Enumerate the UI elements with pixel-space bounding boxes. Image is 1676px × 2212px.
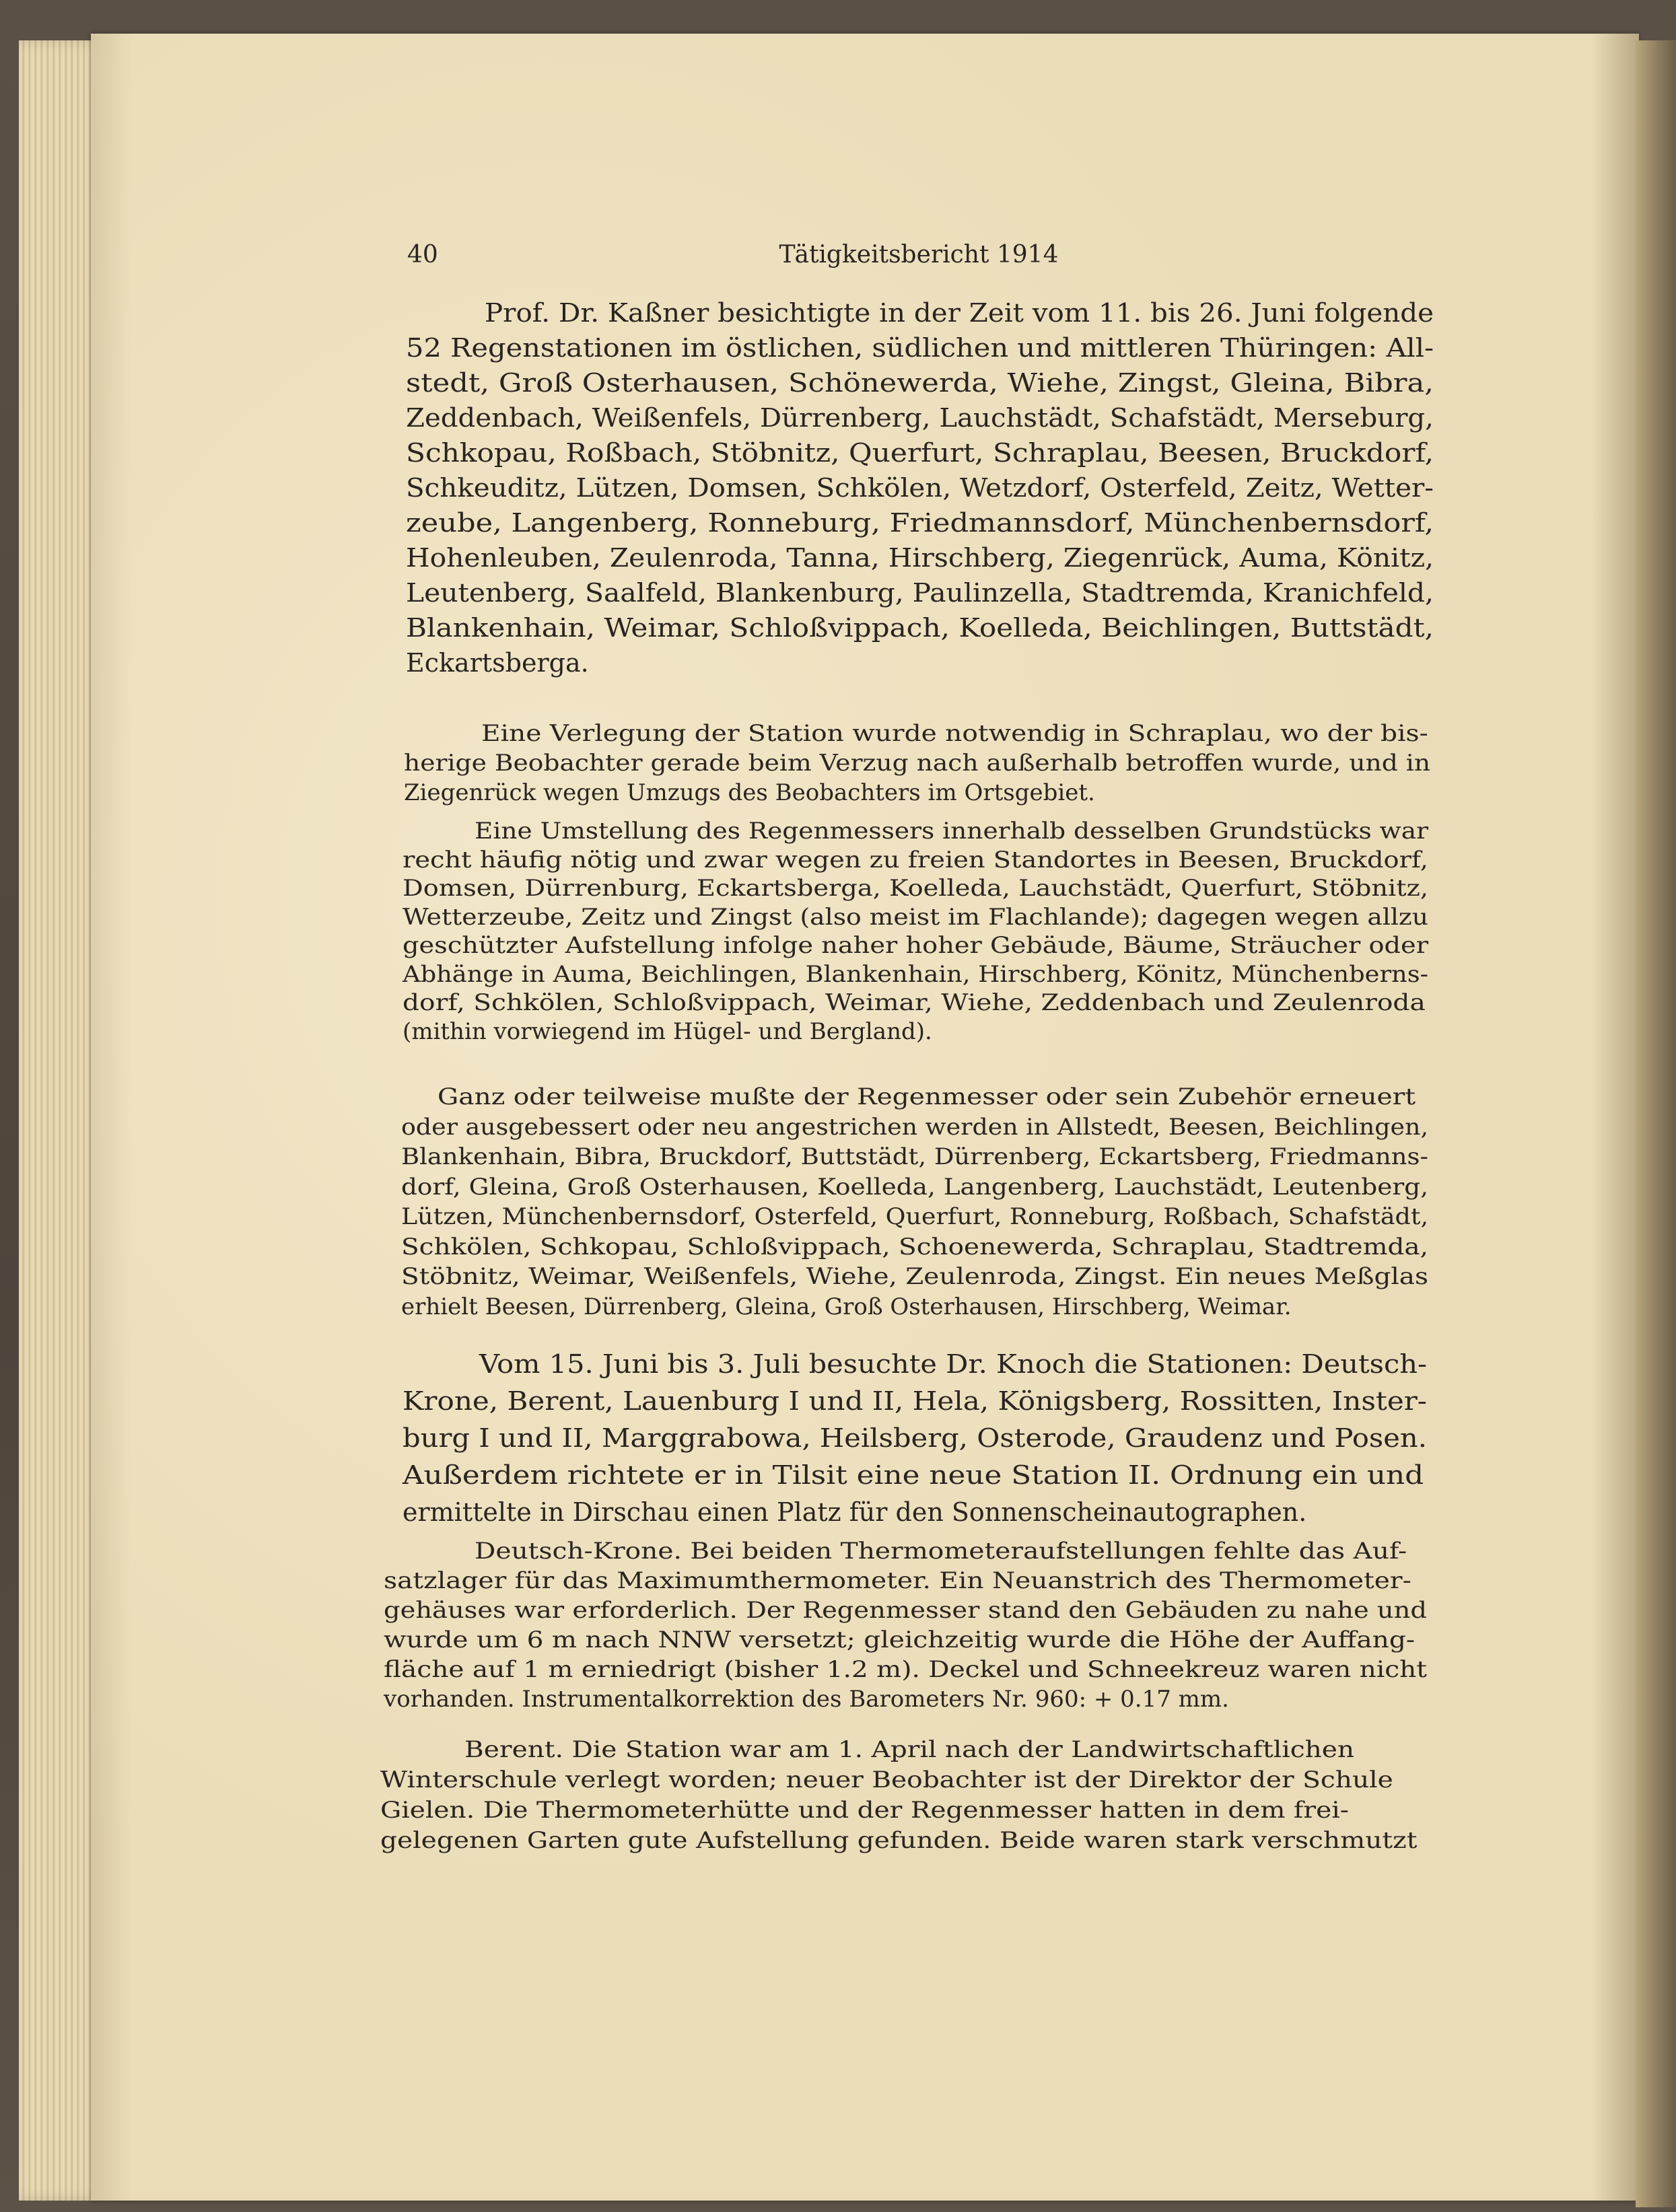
- text-line: erhielt Beesen, Dürrenberg, Gleina, Groß Osterhausen, Hirschberg, Weimar.: [401, 1293, 1292, 1320]
- text-line: Hohenleuben, Zeulenroda, Tanna, Hirschberg, Ziegenrück, Auma, Könitz,: [406, 543, 1434, 573]
- text-line: Blankenhain, Weimar, Schloßvippach, Koelleda, Beichlingen, Buttstädt,: [406, 613, 1434, 643]
- text-line: Krone, Berent, Lauenburg I und II, Hela, Königsberg, Rossitten, Inster-: [403, 1386, 1428, 1416]
- text-line: (mithin vorwiegend im Hügel- und Bergland).: [403, 1018, 932, 1045]
- text-line: Abhänge in Auma, Beichlingen, Blankenhain, Hirschberg, Könitz, Münchenberns-: [403, 960, 1429, 988]
- text-line: stedt, Groß Osterhausen, Schönewerda, Wiehe, Zingst, Gleina, Bibra,: [406, 368, 1434, 398]
- text-line: Wetterzeube, Zeitz und Zingst (also meist im Flachlande); dagegen wegen allzu: [403, 903, 1429, 931]
- text-line: Eine Umstellung des Regenmessers innerhalb desselben Grundstücks war: [475, 818, 1429, 845]
- text-line: dorf, Gleina, Groß Osterhausen, Koelleda, Langenberg, Lauchstädt, Leutenberg,: [401, 1173, 1429, 1201]
- text-line: Stöbnitz, Weimar, Weißenfels, Wiehe, Zeulenroda, Zingst. Ein neues Meßglas: [401, 1263, 1429, 1290]
- page-number: 40: [407, 241, 438, 269]
- text-line: Außerdem richtete er in Tilsit eine neue Station II. Ordnung ein und: [403, 1460, 1424, 1490]
- text-line: Deutsch-Krone. Bei beiden Thermometeraufstellungen fehlte das Auf-: [475, 1538, 1407, 1565]
- text-line: 52 Regenstationen im östlichen, südlichen und mittleren Thüringen: All-: [406, 333, 1434, 363]
- text-line: Lützen, Münchenbernsdorf, Osterfeld, Querfurt, Ronneburg, Roßbach, Schafstädt,: [401, 1203, 1429, 1230]
- text-line: Ziegenrück wegen Umzugs des Beobachters im Ortsgebiet.: [404, 779, 1095, 806]
- text-line: fläche auf 1 m erniedrigt (bisher 1.2 m). Deckel und Schneekreuz waren nicht: [384, 1656, 1427, 1683]
- text-line: Blankenhain, Bibra, Bruckdorf, Buttstädt, Dürrenberg, Eckartsberg, Friedmanns-: [401, 1143, 1428, 1170]
- text-line: herige Beobachter gerade beim Verzug nach außerhalb betroffen wurde, und in: [404, 750, 1431, 777]
- text-line: Winterschule verlegt worden; neuer Beobachter ist der Direktor der Schule: [380, 1767, 1393, 1793]
- text-line: Schkeuditz, Lützen, Domsen, Schkölen, Wetzdorf, Osterfeld, Zeitz, Wetter-: [406, 473, 1434, 503]
- text-line: Domsen, Dürrenburg, Eckartsberga, Koelleda, Lauchstädt, Querfurt, Stöbnitz,: [403, 875, 1429, 902]
- text-line: Prof. Dr. Kaßner besichtigte in der Zeit vom 11. bis 26. Juni folgende: [485, 298, 1434, 328]
- text-line: oder ausgebessert oder neu angestrichen werden in Allstedt, Beesen, Beichlingen,: [401, 1113, 1428, 1141]
- text-line: zeube, Langenberg, Ronneburg, Friedmannsdorf, Münchenbernsdorf,: [406, 508, 1434, 538]
- text-line: Eine Verlegung der Station wurde notwendig in Schraplau, wo der bis-: [481, 720, 1428, 747]
- text-line: gehäuses war erforderlich. Der Regenmesser stand den Gebäuden zu nahe und: [384, 1597, 1427, 1624]
- text-line: burg I und II, Marggrabowa, Heilsberg, Osterode, Graudenz und Posen.: [403, 1423, 1427, 1453]
- text-line: Schkopau, Roßbach, Stöbnitz, Querfurt, Schraplau, Beesen, Bruckdorf,: [406, 438, 1434, 468]
- text-line: ermittelte in Dirschau einen Platz für den Sonnenscheinautographen.: [403, 1497, 1307, 1527]
- text-line: satzlager für das Maximumthermometer. Ein Neuanstrich des Thermometer-: [384, 1567, 1411, 1594]
- text-line: dorf, Schkölen, Schloßvippach, Weimar, Wiehe, Zeddenbach und Zeulenroda: [403, 989, 1426, 1016]
- text-line: Eckartsberga.: [406, 648, 589, 678]
- text-line: Zeddenbach, Weißenfels, Dürrenberg, Lauchstädt, Schafstädt, Merseburg,: [406, 403, 1434, 433]
- text-line: gelegenen Garten gute Aufstellung gefunden. Beide waren stark verschmutzt: [380, 1827, 1418, 1854]
- running-title: Tätigkeitsbericht 1914: [779, 241, 1059, 269]
- text-line: Ganz oder teilweise mußte der Regenmesser oder sein Zubehör erneuert: [438, 1083, 1416, 1110]
- text-line: geschützter Aufstellung infolge naher hoher Gebäude, Bäume, Sträucher oder: [403, 932, 1429, 959]
- text-line: Leutenberg, Saalfeld, Blankenburg, Paulinzella, Stadtremda, Kranichfeld,: [406, 578, 1434, 608]
- text-line: recht häufig nötig und zwar wegen zu freien Standortes in Beesen, Bruckdorf,: [403, 846, 1428, 873]
- text-line: Berent. Die Station war am 1. April nach der Landwirtschaftlichen: [464, 1736, 1355, 1763]
- text-line: vorhanden. Instrumentalkorrektion des Barometers Nr. 960: + 0.17 mm.: [384, 1686, 1229, 1713]
- text-line: wurde um 6 m nach NNW versetzt; gleichzeitig wurde die Höhe der Auffang-: [384, 1627, 1416, 1653]
- text-line: Schkölen, Schkopau, Schloßvippach, Schoenewerda, Schraplau, Stadtremda,: [401, 1233, 1429, 1260]
- text-line: Gielen. Die Thermometerhütte und der Regenmesser hatten in dem frei-: [380, 1797, 1349, 1824]
- text-line: Vom 15. Juni bis 3. Juli besuchte Dr. Knoch die Stationen: Deutsch-: [479, 1349, 1427, 1379]
